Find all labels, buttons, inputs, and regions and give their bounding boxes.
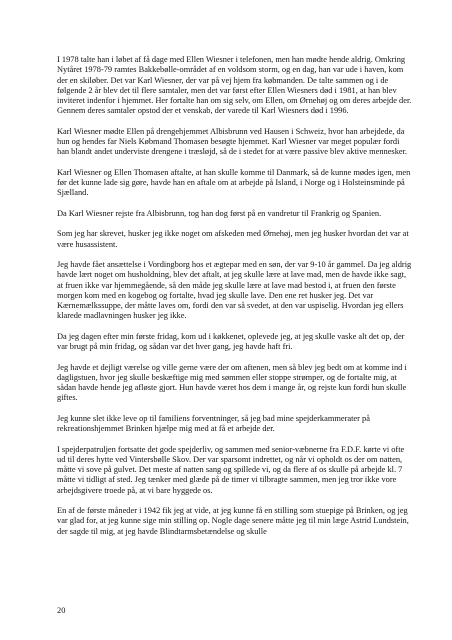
paragraph-9: Jeg kunne slet ikke leve op til familiens forventninger, så jeg bad mine spejderkammerater på rekreationshjemmet Brinken hjælpe mig med at få et arbejde der. xyxy=(57,413,370,433)
paragraph-6: Jeg havde fået ansættelse i Vordingborg hos et ægtepar med en søn, der var 9-10 år gammel. Da jeg aldrig havde lært noget om husholdning, blev det aftalt, at jeg skulle lære at lave mad, men de havde ikke sagt, at fruen ikke var hjemmegående, så den måde jeg skulle lære at lave mad bestod i, at fruen den første morgen kom med en kogebog og fortalte, hvad jeg skulle lave. Den ene ret husker jeg. Det var Kærnemælkssuppe, der måtte laves om, fordi den var så svedet, at den var uspiselig. Hvordan jeg ellers klarede madlavningen husker jeg ikke. xyxy=(57,260,412,321)
paragraph-11: En af de første måneder i 1942 fik jeg at vide, at jeg kunne få en stilling som stuepige på Brinken, og jeg var glad for, at jeg kunne sige min stilling op. Nogle dage senere måtte jeg til min læge Astrid Lundstein, der sagde til mig, at jeg havde Blindtarmsbetændelse og skulle xyxy=(57,506,409,536)
paragraph-5: Som jeg har skrevet, husker jeg ikke noget om afskeden med Ørnehøj, men jeg husker hvordan det var at være husassistent. xyxy=(57,229,409,249)
page-number: 20 xyxy=(57,606,66,615)
paragraph-2: Karl Wiesner mødte Ellen på drengehjemmet Albisbrunn ved Hausen i Schweiz, hvor han arbejdede, da hun og hendes far Niels Købmand Thomasen besøgte hjemmet. Karl Wiesner var meget populær fordi han blandt andet underviste drengene i træsløjd, så de i stedet for at være passive blev aktive mennesker. xyxy=(57,126,408,157)
body-text xyxy=(57,55,413,547)
paragraph-4: Da Karl Wiesner rejste fra Albisbrunn, tog han dog først på en vandretur til Frankrig og Spanien. xyxy=(57,208,382,218)
paragraph-1: I 1978 talte han i løbet af få dage med Ellen Wiesner i telefonen, men han mødte hende aldrig. Omkring Nytåret 1978-79 ramtes Bakkebølle-området af en voldsom storm, og en dag, han var ude i haven, kom der en skiløber. Det var Karl Wiesner, der var på vej hjem fra købmanden. De talte sammen og i de følgende 2 år blev det til flere samtaler, men det var først efter Ellen Wiesners død i 1981, at han blev inviteret indenfor i hjemmet. Her fortalte han om sig selv, om Ellen, om Ørnehøj og om deres arbejde der. Gennem deres samtaler opstod der et venskab, der varede til Karl Wiesners død i 1996. xyxy=(57,55,412,116)
paragraph-7: Da jeg dagen efter min første fridag, kom ud i køkkenet, oplevede jeg, at jeg skulle vaske alt det op, der var brugt på min fridag, og sådan var det hver gang, jeg havde haft fri. xyxy=(57,331,405,351)
paragraph-10: I spejderpatruljen fortsatte det gode spejderliv, og sammen med senior-væbnerne fra F.D.F. kørte vi ofte ud til deres hytte ved Vintersbølle Skov. Der var sparsomt indrettet, og når vi opholdt os der om natten, måtte vi sove på gulvet. Det meste af natten sang og spillede vi, og da flere af os skulle på arbejde kl. 7 måtte vi tidligt af sted. Jeg tænker med glæde på de timer vi tilbragte sammen, men jeg tror ikke vore arbejdsgivere troede på, at vi bare hyggede os. xyxy=(57,444,405,495)
paragraph-3: Karl Wiesner og Ellen Thomasen aftalte, at han skulle komme til Danmark, så de kunne mødes igen, men før det kunne lade sig gøre, havde han en aftale om at arbejde på Island, i Norge og i Holsteinsminde på Sjælland. xyxy=(57,167,411,198)
paragraph-8: Jeg havde et dejligt værelse og ville gerne være der om aftenen, men så blev jeg bedt om at komme ind i dagligstuen, hvor jeg skulle beskæftige mig med sømmen eller stoppe strømper, og de fortalte mig, at sådan havde hende jeg afløste gjort. Hun havde været hos dem i mange år, og rejste kun fordi hun skulle giftes. xyxy=(57,362,407,403)
